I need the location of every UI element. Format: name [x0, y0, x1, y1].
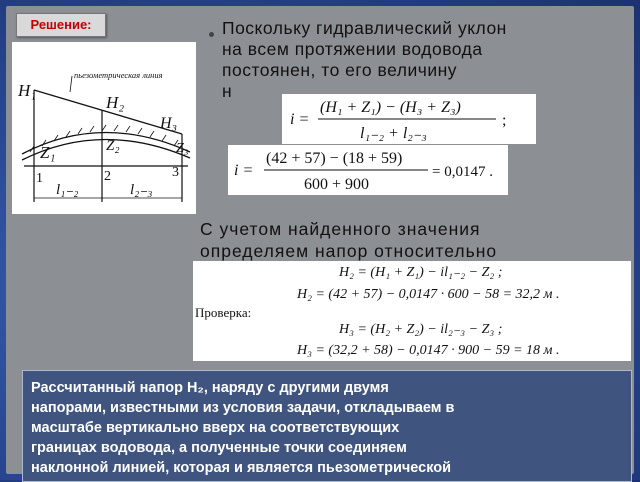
conclusion-line: масштабе вертикально вверх на соответствующих: [31, 420, 400, 436]
f3-formula: H₂ = (H₁ + Z₁) − il₁₋₂ − Z₂ ;: [339, 265, 503, 280]
label-point-1: 1: [36, 171, 43, 186]
f2-result: = 0,0147 .: [432, 164, 493, 180]
slope-formula-numeric-svg: [228, 145, 508, 195]
intro-line: на всем протяжении водовода: [222, 39, 483, 59]
conclusion-box: [22, 370, 632, 482]
bullet-dot: [209, 32, 214, 37]
slope-formula-general-svg: [282, 94, 536, 144]
conclusion-line: наклонной линией, которая и является пьезометрической: [31, 460, 452, 476]
label-H3: H₃: [160, 115, 178, 132]
label-H2: H₂: [106, 93, 125, 112]
label-Z2: Z₂: [106, 138, 120, 154]
f1-denominator: l₁₋₂ + l₂₋₃: [360, 125, 427, 142]
f2-numerator: (42 + 57) − (18 + 59): [266, 150, 403, 167]
explanation-text: [200, 218, 620, 262]
pipeline-diagram: [12, 42, 196, 214]
label-leader: [70, 76, 72, 92]
f1-numerator: (H₁ + Z₁) − (H₃ + Z₃): [320, 99, 461, 116]
conclusion-line: напорами, известными из условия задачи, откладываем в: [31, 400, 455, 416]
f2-denominator: 600 + 900: [304, 176, 370, 193]
label-H1: H₁: [18, 81, 37, 100]
solution-label: Решение:: [30, 17, 92, 32]
intro-line: Поскольку гидравлический уклон: [222, 18, 507, 38]
label-Z3: Z₃: [176, 141, 189, 156]
pipeline-diagram-svg: [12, 42, 196, 214]
head-calculation-svg: [193, 261, 631, 361]
label-point-2: 2: [104, 169, 111, 184]
explanation-line: определяем напор относительно: [200, 241, 498, 261]
f6-formula: H₃ = (32,2 + 58) − 0,0147 · 900 − 59 = 18 м .: [297, 343, 560, 358]
head-calculation-box: [193, 261, 631, 361]
f4-formula: H₂ = (42 + 57) − 0,0147 · 600 − 58 = 32,2 м .: [297, 287, 560, 302]
label-point-3: 3: [172, 165, 179, 180]
label-l23: l₂₋₃: [130, 182, 153, 198]
f5-formula: H₃ = (H₂ + Z₂) − il₂₋₃ − Z₃ ;: [339, 322, 503, 337]
intro-line: н: [222, 81, 233, 101]
f1-lhs: i =: [290, 111, 310, 128]
slope-formula-general: [282, 94, 536, 144]
piezometric-line-label: пьезометрическая линия: [74, 70, 163, 80]
intro-line: постоянен, то его величину: [222, 60, 458, 80]
f2-lhs: i =: [234, 162, 254, 179]
label-l12: l₁₋₂: [56, 182, 79, 198]
conclusion-line: границах водовода, а полученные точки соединяем: [31, 440, 407, 456]
check-label: Проверка:: [195, 305, 252, 320]
f1-end: ;: [502, 112, 507, 129]
conclusion-line: Рассчитанный напор H₂, наряду с другими двумя: [31, 380, 389, 396]
solution-badge: [16, 13, 106, 37]
slope-formula-numeric: [228, 145, 508, 195]
explanation-line: С учетом найденного значения: [200, 219, 481, 239]
label-Z1: Z₁: [40, 143, 56, 162]
intro-text: [222, 18, 622, 102]
